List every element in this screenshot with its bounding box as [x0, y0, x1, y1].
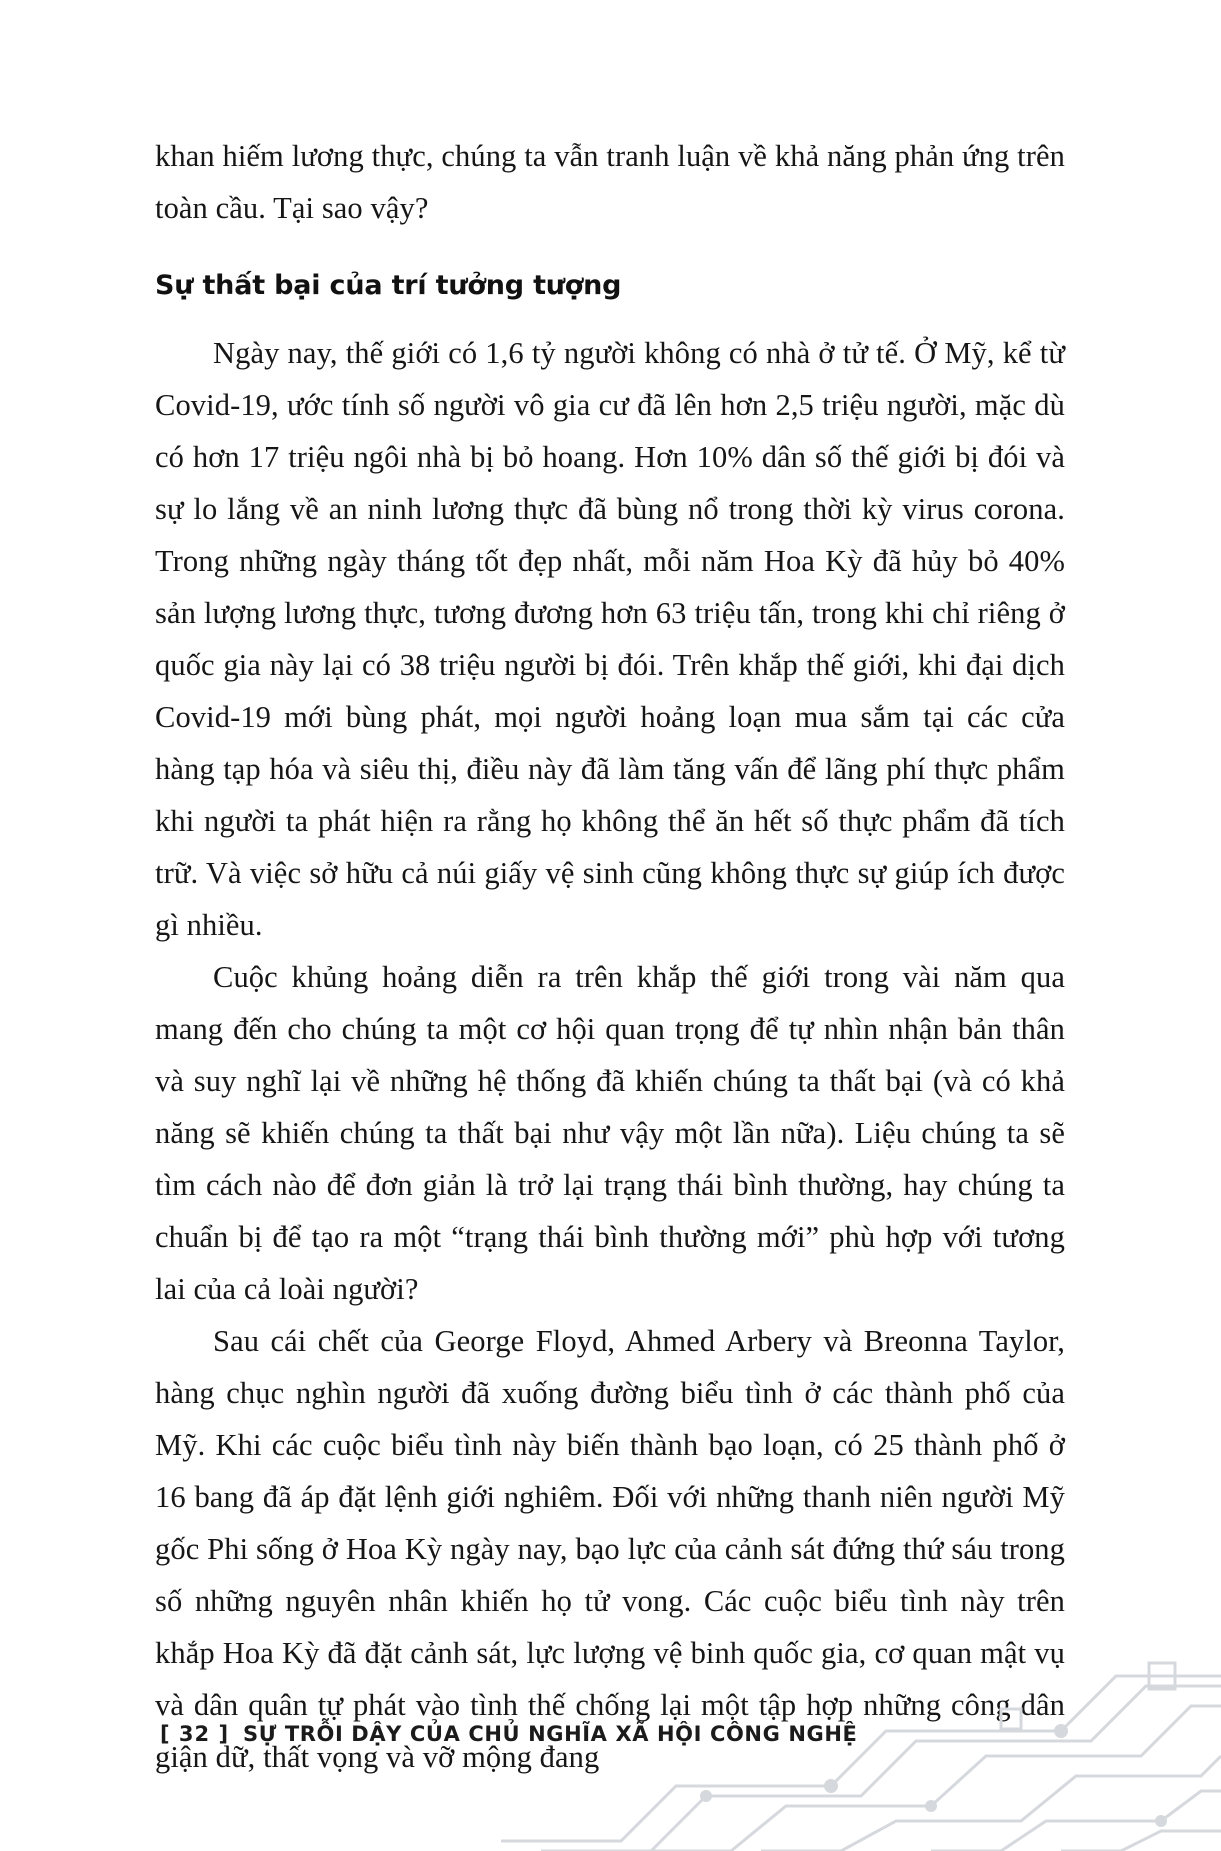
page-footer — [160, 1722, 857, 1746]
paragraph-3: Sau cái chết của George Floyd, Ahmed Arbery và Breonna Taylor, hàng chục nghìn người đã xuống đường biểu tình ở các thành phố của Mỹ. Khi các cuộc biểu tình này biến thành bạo loạn, có 25 thành phố ở 16 bang đã áp đặt lệnh giới nghiêm. Đối với những thanh niên người Mỹ gốc Phi sống ở Hoa Kỳ ngày nay, bạo lực của cảnh sát đứng thứ sáu trong số những nguyên nhân khiến họ tử vong. Các cuộc biểu tình này trên khắp Hoa Kỳ đã đặt cảnh sát, lực lượng vệ binh quốc gia, cơ quan mật vụ và dân quân tự phát vào tình thế chống lại một tập hợp những công dân giận dữ, thất vọng và vỡ mộng đang — [155, 1324, 1065, 1774]
running-head: SỰ TRỖI DẬY CỦA CHỦ NGHĨA XÃ HỘI CÔNG NGHỆ — [243, 1722, 858, 1746]
section-heading: Sự thất bại của trí tưởng tượng — [155, 270, 622, 301]
paragraph-1: Ngày nay, thế giới có 1,6 tỷ người không có nhà ở tử tế. Ở Mỹ, kể từ Covid-19, ước tính số người vô gia cư đã lên hơn 2,5 triệu người, mặc dù có hơn 17 triệu ngôi nhà bị bỏ hoang. Hơn 10% dân số thế giới bị đói và sự lo lắng về an ninh lương thực đã bùng nổ trong thời kỳ virus corona. Trong những ngày tháng tốt đẹp nhất, mỗi năm Hoa Kỳ đã hủy bỏ 40% sản lượng lương thực, tương đương hơn 63 triệu tấn, trong khi chỉ riêng ở quốc gia này lại có 38 triệu người bị đói. Trên khắp thế giới, khi đại dịch Covid-19 mới bùng phát, mọi người hoảng loạn mua sắm tại các cửa hàng tạp hóa và siêu thị, điều này đã làm tăng vấn để lãng phí thực phẩm khi người ta phát hiện ra rằng họ không thể ăn hết số thực phẩm đã tích trữ. Và việc sở hữu cả núi giấy vệ sinh cũng không thực sự giúp ích được gì nhiều. — [155, 336, 1065, 942]
paragraph-2: Cuộc khủng hoảng diễn ra trên khắp thế giới trong vài năm qua mang đến cho chúng ta một cơ hội quan trọng để tự nhìn nhận bản thân và suy nghĩ lại về những hệ thống đã khiến chúng ta thất bại (và có khả năng sẽ khiến chúng ta thất bại như vậy một lần nữa). Liệu chúng ta sẽ tìm cách nào để đơn giản là trở lại trạng thái bình thường, hay chúng ta chuẩn bị để tạo ra một “trạng thái bình thường mới” phù hợp với tương lai của cả loài người? — [155, 960, 1065, 1306]
page-number: [ 32 ] — [160, 1722, 230, 1746]
page-content — [155, 130, 1065, 1783]
paragraph-continued: khan hiếm lương thực, chúng ta vẫn tranh luận về khả năng phản ứng trên toàn cầu. Tại sao vậy? — [155, 139, 1065, 225]
